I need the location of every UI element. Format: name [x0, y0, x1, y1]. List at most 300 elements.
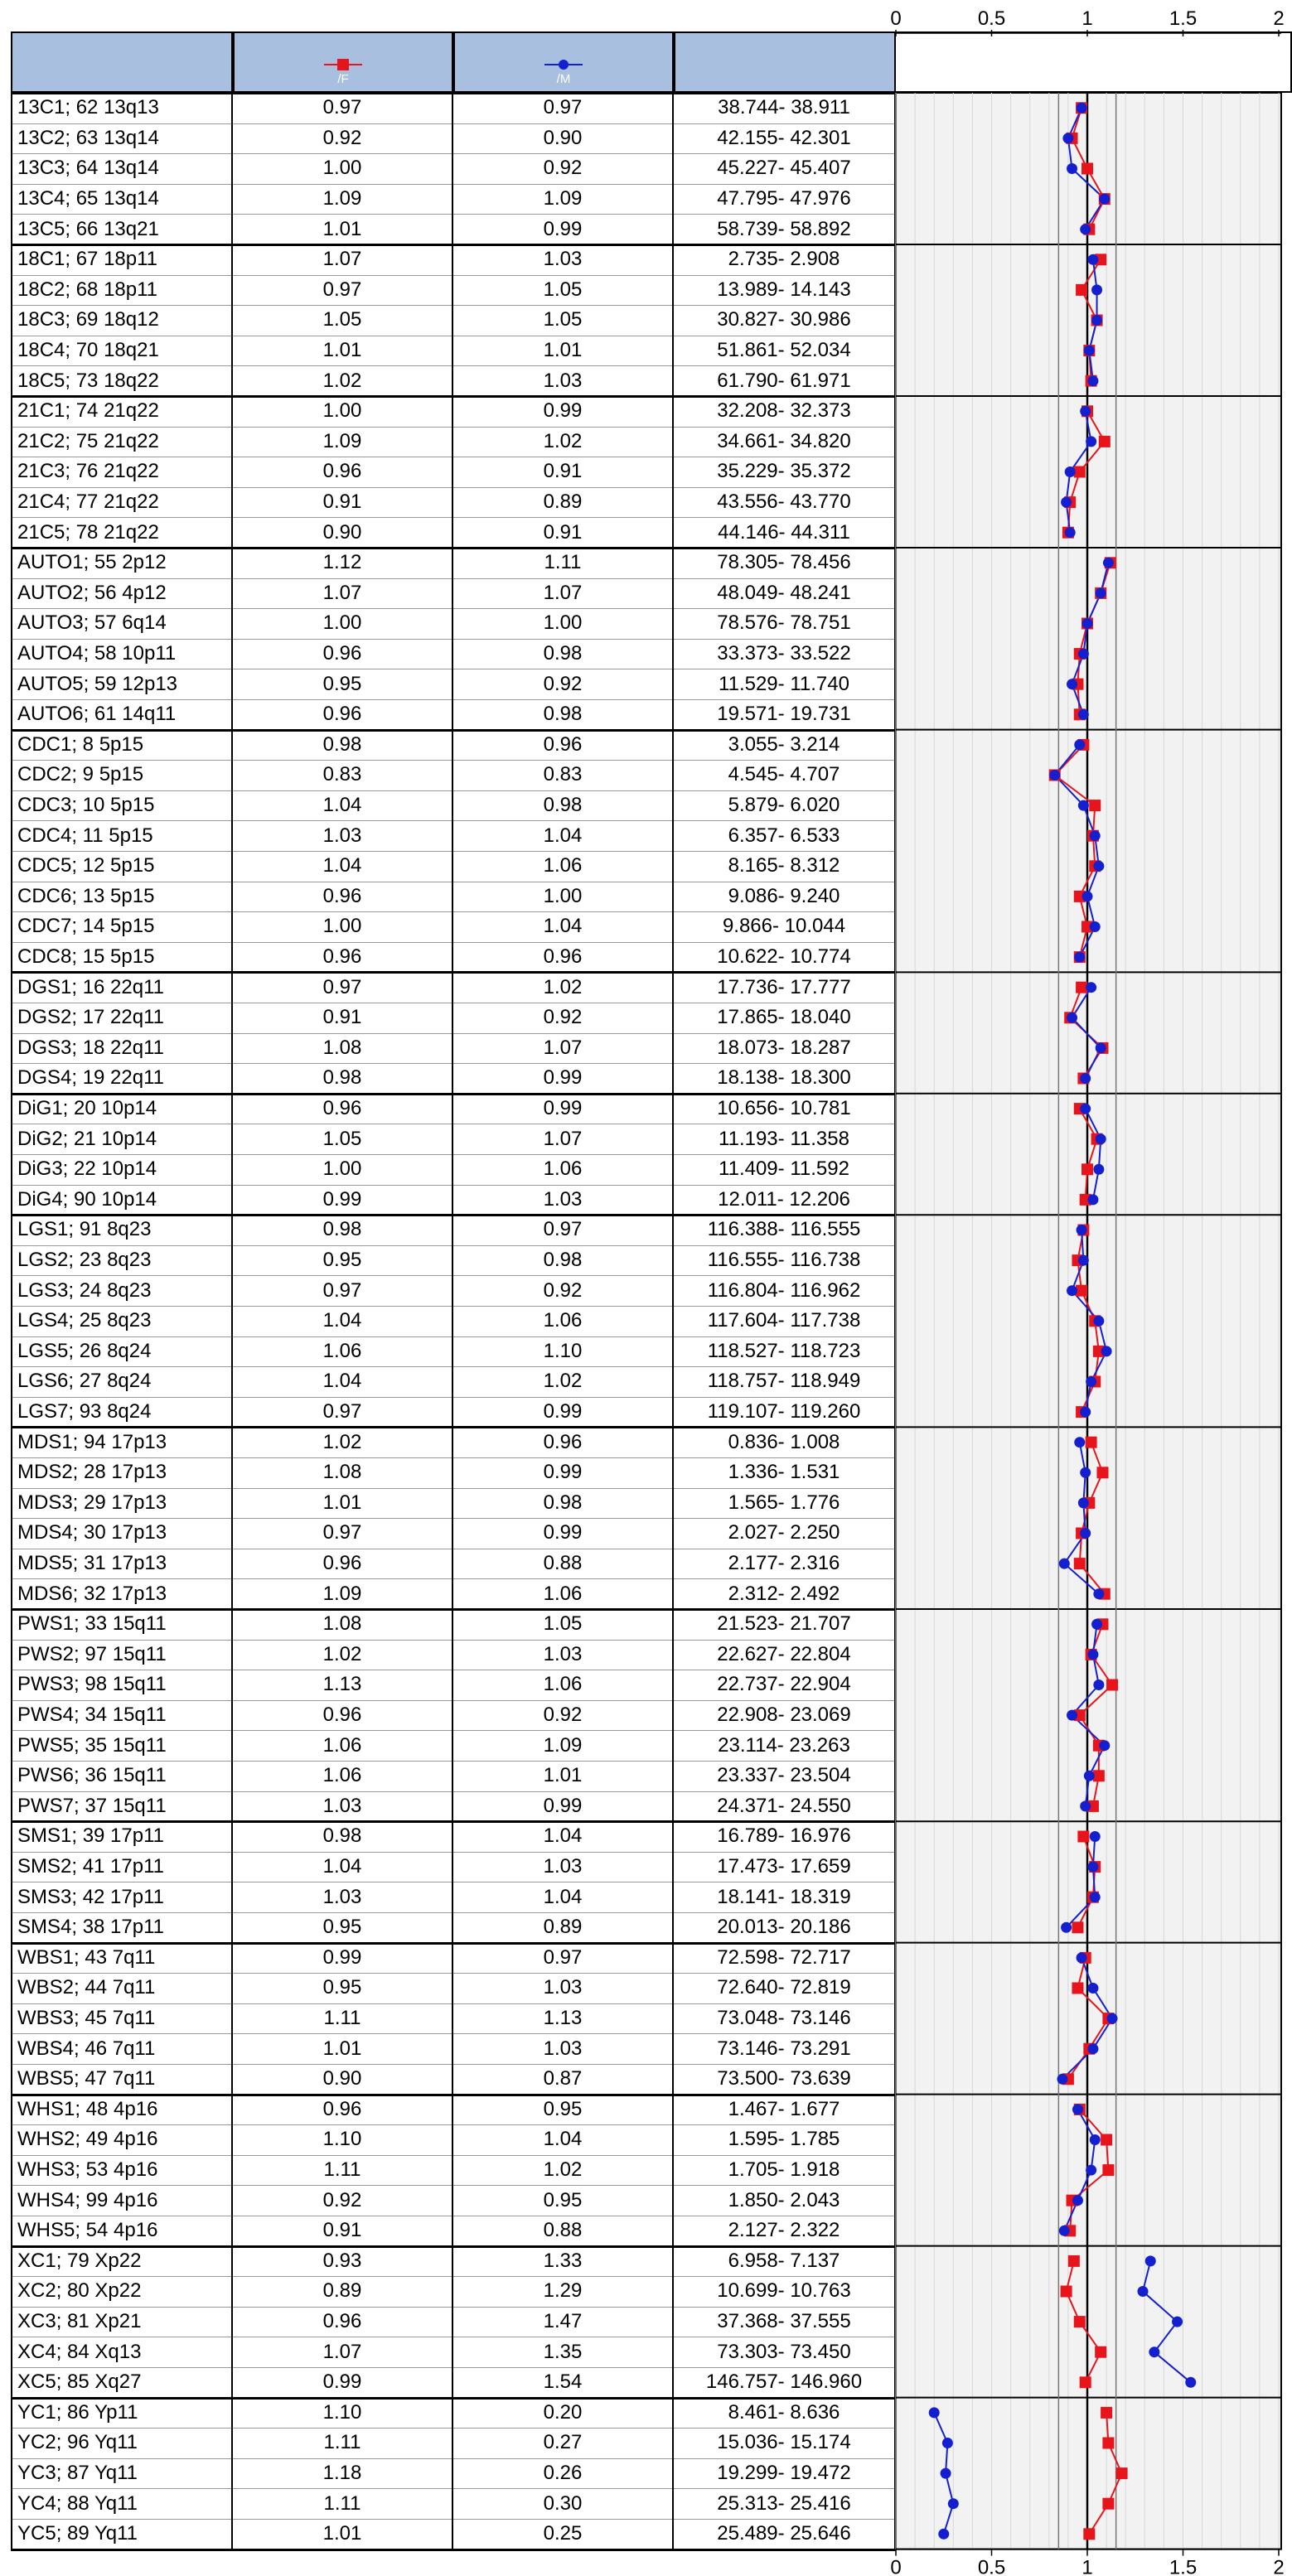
table-row — [11, 851, 896, 882]
female-point — [1072, 1254, 1083, 1266]
row-probe-name: WHS2; 49 4p16 — [11, 2124, 233, 2155]
row-range: 1.565- 1.776 — [674, 1488, 896, 1519]
table-row — [11, 2276, 896, 2307]
row-female-ratio: 1.01 — [233, 214, 453, 244]
table-row — [11, 1882, 896, 1912]
male-point — [1093, 1316, 1104, 1327]
table-row — [11, 1730, 896, 1761]
row-probe-name: SMS1; 39 17p11 — [11, 1821, 233, 1852]
female-point — [1083, 1497, 1095, 1509]
row-female-ratio: 0.98 — [233, 1063, 453, 1094]
row-range: 25.313- 25.416 — [674, 2488, 896, 2519]
axis-tick-bottom: 0.5 — [977, 2556, 1006, 2576]
table-row — [11, 1003, 896, 1033]
row-range: 17.473- 17.659 — [674, 1852, 896, 1882]
row-male-ratio: 0.98 — [453, 1488, 674, 1519]
table-row — [11, 608, 896, 639]
row-male-ratio: 1.05 — [453, 305, 674, 336]
male-point — [1087, 1862, 1098, 1873]
row-probe-name: LGS6; 27 8q24 — [11, 1366, 233, 1397]
table-row — [11, 305, 896, 336]
table-row — [11, 457, 896, 487]
row-male-ratio: 1.03 — [453, 244, 674, 275]
row-probe-name: CDC8; 15 5p15 — [11, 942, 233, 973]
row-female-ratio: 1.01 — [233, 1488, 453, 1519]
male-point — [1057, 2074, 1067, 2085]
row-female-ratio: 1.03 — [233, 820, 453, 851]
male-series-line — [1064, 2110, 1095, 2230]
female-series-line — [1068, 1958, 1109, 2079]
male-point — [1084, 346, 1095, 356]
table-row — [11, 2185, 896, 2216]
table-row — [11, 882, 896, 912]
axis-tick-top: 1 — [1082, 7, 1093, 30]
row-probe-name: 18C2; 68 18p11 — [11, 275, 233, 306]
female-point — [1076, 1406, 1087, 1418]
row-male-ratio: 0.88 — [453, 2216, 674, 2246]
row-probe-name: WHS1; 48 4p16 — [11, 2095, 233, 2125]
row-probe-name: LGS5; 26 8q24 — [11, 1336, 233, 1367]
row-probe-name: PWS5; 35 15q11 — [11, 1730, 233, 1761]
plot-area — [896, 93, 1281, 2549]
row-range: 73.500- 73.639 — [674, 2064, 896, 2095]
male-point — [1091, 315, 1102, 326]
table-row — [11, 820, 896, 851]
table-row — [11, 2155, 896, 2186]
female-point — [1074, 466, 1086, 478]
female-point — [1087, 1892, 1099, 1903]
row-probe-name: MDS2; 28 17p13 — [11, 1457, 233, 1488]
male-point — [1091, 284, 1102, 295]
male-series-line — [1072, 563, 1109, 714]
row-female-ratio: 1.11 — [233, 2488, 453, 2519]
row-range: 6.357- 6.533 — [674, 820, 896, 851]
row-range: 1.336- 1.531 — [674, 1457, 896, 1488]
row-probe-name: YC2; 96 Yq11 — [11, 2428, 233, 2458]
row-male-ratio: 1.07 — [453, 1033, 674, 1064]
male-point — [1078, 800, 1089, 811]
row-male-ratio: 1.06 — [453, 1154, 674, 1185]
row-female-ratio: 1.00 — [233, 608, 453, 639]
male-series-line — [1064, 1443, 1099, 1594]
row-male-ratio: 1.03 — [453, 1852, 674, 1882]
row-male-ratio: 0.99 — [453, 1518, 674, 1549]
axis-tick-bottom: 1 — [1082, 2556, 1093, 2576]
female-point — [1074, 2316, 1086, 2327]
male-point — [1080, 224, 1091, 234]
row-male-ratio: 1.03 — [453, 1640, 674, 1670]
row-male-ratio: 0.83 — [453, 760, 674, 790]
table-row — [11, 548, 896, 578]
table-row — [11, 1670, 896, 1700]
row-female-ratio: 1.05 — [233, 1124, 453, 1154]
row-range: 48.049- 48.241 — [674, 578, 896, 609]
table-row — [11, 1033, 896, 1064]
row-female-ratio: 0.83 — [233, 760, 453, 790]
row-probe-name: DiG4; 90 10p14 — [11, 1185, 233, 1216]
row-male-ratio: 0.90 — [453, 123, 674, 154]
row-probe-name: DGS2; 17 22q11 — [11, 1003, 233, 1033]
male-point — [1086, 982, 1096, 993]
row-range: 12.011- 12.206 — [674, 1185, 896, 1216]
female-point — [1064, 1012, 1076, 1023]
female-series-line — [1089, 2413, 1121, 2534]
female-point — [1086, 1437, 1097, 1448]
row-probe-name: DiG2; 21 10p14 — [11, 1124, 233, 1154]
row-male-ratio: 0.88 — [453, 1549, 674, 1579]
female-point — [1074, 1709, 1086, 1721]
row-female-ratio: 0.96 — [233, 2095, 453, 2125]
male-point — [1096, 1042, 1106, 1053]
table-row — [11, 517, 896, 548]
row-range: 16.789- 16.976 — [674, 1821, 896, 1852]
table-row — [11, 1488, 896, 1519]
row-male-ratio: 1.04 — [453, 1882, 674, 1912]
row-male-ratio: 0.92 — [453, 669, 674, 699]
female-point — [1089, 860, 1101, 872]
female-point — [1072, 1983, 1083, 1994]
row-female-ratio: 0.92 — [233, 123, 453, 154]
row-probe-name: WBS1; 43 7q11 — [11, 1943, 233, 1974]
row-probe-name: XC4; 84 Xq13 — [11, 2337, 233, 2367]
table-row — [11, 2216, 896, 2246]
female-point — [1062, 527, 1074, 539]
table-row — [11, 396, 896, 427]
row-range: 47.795- 47.976 — [674, 184, 896, 215]
male-point — [1061, 1922, 1072, 1933]
male-point — [1080, 1467, 1091, 1478]
female-point — [1102, 2164, 1114, 2176]
female-series-line — [1080, 1109, 1097, 1200]
male-series-line — [1086, 1109, 1101, 1200]
row-female-ratio: 1.07 — [233, 2337, 453, 2367]
row-range: 1.850- 2.043 — [674, 2185, 896, 2216]
row-female-ratio: 0.95 — [233, 1973, 453, 2003]
row-range: 58.739- 58.892 — [674, 214, 896, 244]
male-point — [1091, 1619, 1102, 1630]
row-range: 20.013- 20.186 — [674, 1912, 896, 1943]
row-female-ratio: 1.01 — [233, 2519, 453, 2549]
row-range: 72.598- 72.717 — [674, 1943, 896, 1974]
female-point — [1061, 2286, 1072, 2298]
row-probe-name: PWS1; 33 15q11 — [11, 1609, 233, 1640]
female-point — [1074, 951, 1086, 963]
row-probe-name: 13C5; 66 13q21 — [11, 214, 233, 244]
row-range: 3.055- 3.214 — [674, 730, 896, 761]
male-point — [1093, 1164, 1104, 1175]
male-point — [1074, 1437, 1085, 1447]
row-male-ratio: 1.47 — [453, 2307, 674, 2337]
row-probe-name: CDC3; 10 5p15 — [11, 790, 233, 821]
row-range: 73.048- 73.146 — [674, 2003, 896, 2034]
male-point — [1078, 1255, 1089, 1266]
row-female-ratio: 1.06 — [233, 1730, 453, 1761]
male-point — [1067, 1013, 1077, 1023]
row-male-ratio: 1.03 — [453, 365, 674, 396]
row-probe-name: MDS1; 94 17p13 — [11, 1427, 233, 1457]
male-point — [1067, 679, 1077, 689]
row-female-ratio: 0.97 — [233, 972, 453, 1003]
row-female-ratio: 0.95 — [233, 669, 453, 699]
axis-tick-bottom: 1.5 — [1169, 2556, 1198, 2576]
header-name — [11, 31, 233, 93]
female-point — [1093, 1770, 1105, 1781]
row-probe-name: WBS2; 44 7q11 — [11, 1973, 233, 2003]
header-female-label: /F — [337, 72, 349, 86]
row-range: 61.790- 61.971 — [674, 365, 896, 396]
male-point — [1149, 2346, 1159, 2357]
row-probe-name: YC1; 86 Yp11 — [11, 2398, 233, 2429]
female-point — [1080, 1952, 1091, 1964]
header-range — [674, 31, 896, 93]
table-row — [11, 1700, 896, 1731]
male-point — [1087, 254, 1098, 265]
row-range: 11.529- 11.740 — [674, 669, 896, 699]
row-female-ratio: 0.97 — [233, 1397, 453, 1428]
row-female-ratio: 1.00 — [233, 396, 453, 427]
row-probe-name: 21C1; 74 21q22 — [11, 396, 233, 427]
male-point — [1059, 2226, 1070, 2236]
table-row — [11, 1821, 896, 1852]
row-male-ratio: 1.29 — [453, 2276, 674, 2307]
table-row — [11, 699, 896, 730]
table-row — [11, 669, 896, 699]
row-probe-name: XC5; 85 Xq27 — [11, 2367, 233, 2398]
row-male-ratio: 1.02 — [453, 972, 674, 1003]
row-female-ratio: 1.04 — [233, 851, 453, 882]
row-female-ratio: 1.02 — [233, 1427, 453, 1457]
row-range: 51.861- 52.034 — [674, 336, 896, 366]
row-probe-name: PWS7; 37 15q11 — [11, 1791, 233, 1822]
male-point — [1086, 436, 1096, 447]
male-point — [1090, 921, 1101, 932]
row-female-ratio: 1.09 — [233, 427, 453, 457]
male-point — [1086, 1376, 1096, 1387]
row-female-ratio: 1.06 — [233, 1336, 453, 1367]
male-series-line — [1072, 1624, 1105, 1806]
row-male-ratio: 1.00 — [453, 882, 674, 912]
axis-tick-bottom: 2 — [1273, 2556, 1285, 2576]
female-point — [1096, 1467, 1108, 1478]
row-range: 2.735- 2.908 — [674, 244, 896, 275]
row-probe-name: LGS3; 24 8q23 — [11, 1275, 233, 1306]
male-point — [1090, 1892, 1101, 1902]
row-range: 25.489- 25.646 — [674, 2519, 896, 2549]
table-row — [11, 1215, 896, 1245]
table-row — [11, 275, 896, 306]
row-range: 23.114- 23.263 — [674, 1730, 896, 1761]
female-point — [1099, 193, 1111, 205]
row-female-ratio: 0.95 — [233, 1912, 453, 1943]
table-row — [11, 1124, 896, 1154]
row-female-ratio: 1.04 — [233, 1306, 453, 1336]
male-point — [1049, 770, 1060, 781]
table-row — [11, 2246, 896, 2277]
female-point — [1074, 2104, 1086, 2115]
female-point — [1077, 739, 1089, 751]
row-female-ratio: 0.96 — [233, 882, 453, 912]
row-range: 22.908- 23.069 — [674, 1700, 896, 1731]
row-male-ratio: 1.09 — [453, 1730, 674, 1761]
female-point — [1074, 708, 1086, 720]
male-point — [1087, 2043, 1098, 2054]
male-series-line — [1143, 2261, 1191, 2382]
group-divider — [11, 2549, 896, 2551]
row-male-ratio: 1.04 — [453, 820, 674, 851]
row-male-ratio: 1.54 — [453, 2367, 674, 2398]
row-probe-name: CDC1; 8 5p15 — [11, 730, 233, 761]
row-probe-name: WBS5; 47 7q11 — [11, 2064, 233, 2095]
table-row — [11, 365, 896, 396]
table-row — [11, 1185, 896, 1216]
row-female-ratio: 0.96 — [233, 942, 453, 973]
female-point — [1083, 2528, 1095, 2540]
male-point — [1093, 861, 1104, 872]
row-female-ratio: 1.09 — [233, 184, 453, 215]
female-point — [1096, 1042, 1108, 1054]
table-row — [11, 972, 896, 1003]
row-female-ratio: 0.98 — [233, 1215, 453, 1245]
row-range: 35.229- 35.372 — [674, 457, 896, 487]
row-male-ratio: 0.99 — [453, 1094, 674, 1124]
row-range: 18.138- 18.300 — [674, 1063, 896, 1094]
row-probe-name: LGS7; 93 8q24 — [11, 1397, 233, 1428]
row-range: 19.299- 19.472 — [674, 2458, 896, 2489]
row-range: 42.155- 42.301 — [674, 123, 896, 154]
female-point — [1095, 254, 1106, 265]
row-probe-name: YC4; 88 Yq11 — [11, 2488, 233, 2519]
row-range: 5.879- 6.020 — [674, 790, 896, 821]
male-point — [1107, 2013, 1118, 2024]
row-female-ratio: 1.04 — [233, 1366, 453, 1397]
row-male-ratio: 0.87 — [453, 2064, 674, 2095]
row-range: 11.409- 11.592 — [674, 1154, 896, 1185]
table-row — [11, 1852, 896, 1882]
table-row — [11, 1063, 896, 1094]
female-point — [1089, 1315, 1101, 1327]
row-probe-name: WHS5; 54 4p16 — [11, 2216, 233, 2246]
male-point — [1077, 103, 1087, 114]
row-probe-name: YC5; 89 Yq11 — [11, 2519, 233, 2549]
male-point — [1087, 375, 1098, 386]
row-range: 4.545- 4.707 — [674, 760, 896, 790]
female-point — [1106, 1679, 1118, 1691]
female-point — [1077, 1225, 1089, 1236]
row-range: 1.595- 1.785 — [674, 2124, 896, 2155]
female-series-line — [1068, 411, 1105, 532]
male-point — [1077, 1225, 1087, 1235]
row-male-ratio: 1.03 — [453, 1185, 674, 1216]
row-male-ratio: 1.00 — [453, 608, 674, 639]
row-male-ratio: 0.96 — [453, 730, 674, 761]
table-row — [11, 2428, 896, 2458]
male-point — [1082, 891, 1093, 901]
row-male-ratio: 0.25 — [453, 2519, 674, 2549]
row-male-ratio: 1.06 — [453, 851, 674, 882]
row-male-ratio: 1.35 — [453, 2337, 674, 2367]
table-row — [11, 942, 896, 973]
female-point — [1076, 102, 1087, 114]
row-probe-name: CDC6; 13 5p15 — [11, 882, 233, 912]
male-point — [1086, 2165, 1096, 2176]
table-row — [11, 1427, 896, 1457]
row-male-ratio: 1.06 — [453, 1306, 674, 1336]
table-row — [11, 1912, 896, 1943]
table-row — [11, 578, 896, 609]
row-female-ratio: 0.96 — [233, 457, 453, 487]
row-female-ratio: 1.07 — [233, 578, 453, 609]
row-probe-name: WHS4; 99 4p16 — [11, 2185, 233, 2216]
row-range: 78.576- 78.751 — [674, 608, 896, 639]
table-row — [11, 1336, 896, 1367]
female-point — [1082, 163, 1093, 175]
row-male-ratio: 1.06 — [453, 1578, 674, 1609]
table-row — [11, 1973, 896, 2003]
table-row — [11, 1518, 896, 1549]
female-point — [1105, 557, 1116, 568]
female-point — [1062, 2073, 1074, 2085]
table-row — [11, 760, 896, 790]
row-male-ratio: 0.96 — [453, 1427, 674, 1457]
row-range: 18.073- 18.287 — [674, 1033, 896, 1064]
row-range: 117.604- 117.738 — [674, 1306, 896, 1336]
female-point — [1102, 2438, 1114, 2449]
row-female-ratio: 1.11 — [233, 2155, 453, 2186]
female-point — [1074, 648, 1086, 660]
female-point — [1099, 436, 1111, 447]
female-point — [1082, 1163, 1093, 1175]
female-point — [1068, 2255, 1080, 2267]
row-male-ratio: 0.89 — [453, 1912, 674, 1943]
row-range: 21.523- 21.707 — [674, 1609, 896, 1640]
row-probe-name: AUTO5; 59 12p13 — [11, 669, 233, 699]
row-range: 119.107- 119.260 — [674, 1397, 896, 1428]
row-range: 73.146- 73.291 — [674, 2033, 896, 2064]
table-row — [11, 2033, 896, 2064]
row-male-ratio: 1.02 — [453, 2155, 674, 2186]
male-point — [1172, 2317, 1183, 2327]
row-probe-name: MDS4; 30 17p13 — [11, 1518, 233, 1549]
row-male-ratio: 0.27 — [453, 2428, 674, 2458]
male-point — [1087, 1649, 1098, 1660]
male-point — [1062, 133, 1073, 143]
female-series-line — [1070, 988, 1102, 1079]
row-probe-name: 13C2; 63 13q14 — [11, 123, 233, 154]
row-range: 1.467- 1.677 — [674, 2095, 896, 2125]
row-female-ratio: 0.99 — [233, 1943, 453, 1974]
row-range: 78.305- 78.456 — [674, 548, 896, 578]
female-point — [1067, 133, 1078, 144]
row-probe-name: MDS6; 32 17p13 — [11, 1578, 233, 1609]
table-row — [11, 2003, 896, 2034]
row-female-ratio: 1.00 — [233, 911, 453, 942]
row-probe-name: LGS2; 23 8q23 — [11, 1245, 233, 1276]
row-male-ratio: 0.30 — [453, 2488, 674, 2519]
table-row — [11, 1245, 896, 1276]
row-male-ratio: 0.98 — [453, 790, 674, 821]
row-probe-name: SMS3; 42 17p11 — [11, 1882, 233, 1912]
row-range: 10.656- 10.781 — [674, 1094, 896, 1124]
axis-tick-top: 2 — [1273, 7, 1285, 30]
row-female-ratio: 0.97 — [233, 275, 453, 306]
table-row — [11, 2337, 896, 2367]
female-point — [1091, 315, 1103, 326]
male-series-line — [1067, 411, 1091, 532]
row-range: 22.627- 22.804 — [674, 1640, 896, 1670]
male-point — [948, 2498, 959, 2509]
row-female-ratio: 0.96 — [233, 699, 453, 730]
male-point — [1090, 830, 1101, 841]
